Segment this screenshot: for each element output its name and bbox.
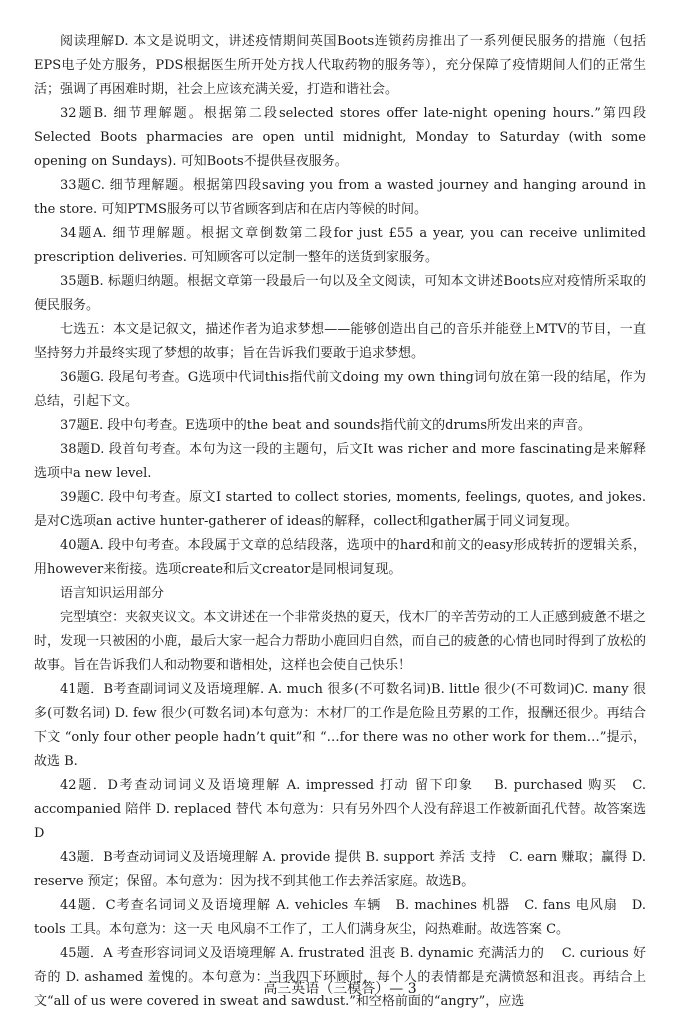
answer-38: 38题D. 段首句考查。本句为这一段的主题句，后文It was richer and more fascinating是来解释选项中a new level. [34,442,646,481]
answer-40: 40题A. 段中句考查。本段属于文章的总结段落，选项中的hard和前文的easy形成转折的逻辑关系，用however来衔接。选项create和后文creator是同根词复现。 [34,538,646,577]
page-footer: 高三英语（三模答）— 3 [263,981,417,997]
seven-choose-five-summary: 七选五：本文是记叙文，描述作者为追求梦想——能够创造出自己的音乐并能登上MTV的节目，一直坚持努力并最终实现了梦想的故事；旨在告诉我们要敢于追求梦想。 [34,322,646,361]
answer-41: 41题．B考查副词词义及语境理解. A. much 很多(不可数名词)B. little 很少(不可数词)C. many 很多(可数名词) D. few 很少(可数名词)本句意为：木材厂的工作是危险且劳累的工作，报酬还很少。再结合 下文 “only four other people hadn’t quit”和 “…for there was no other work for them…”提示，故选 B. [34,682,646,769]
answer-42: 42题．D考查动词词义及语境理解 A. impressed 打动 留下印象 B. purchased 购买 C. accompanied 陪伴 D. replaced 替代 本句意为：只有另外四个人没有辞退工作被新面孔代替。故答案选 D [34,778,646,841]
answer-33: 33题C. 细节理解题。根据第四段saving you from a wasted journey and hanging around in the store. 可知PTMS服务可以节省顾客到店和在店内等候的时间。 [34,178,646,217]
answer-34: 34题A. 细节理解题。根据文章倒数第二段for just £55 a year, you can receive unlimited prescription deliveries. 可知顾客可以定制一整年的送货到家服务。 [34,226,646,265]
answer-37: 37题E. 段中句考查。E选项中的the beat and sounds指代前文的drums所发出来的声音。 [60,418,592,433]
answer-35: 35题B. 标题归纳题。根据文章第一段最后一句以及全文阅读，可知本文讲述Boots应对疫情所采取的便民服务。 [34,274,646,313]
reading-d-summary: 阅读理解D. 本文是说明文，讲述疫情期间英国Boots连锁药房推出了一系列便民服务的措施（包括EPS电子处方服务，PDS根据医生所开处方找人代取药物的服务等），充分保障了疫情期间人们的正常生活；强调了再困难时期，社会上应该充满关爱，打造和谐社会。 [34,34,646,97]
answer-43: 43题．B考查动词词义及语境理解 A. provide 提供 B. support 养活 支持 C. earn 赚取；赢得 D. reserve 预定；保留。本句意为：因为找不到其他工作去养活家庭。故选B。 [34,850,646,889]
answer-45: 45题．A 考查形容词词义及语境理解 A. frustrated 沮丧 B. dynamic 充满活力的 C. curious 好奇的 D. ashamed 羞愧的。本句意为：当我四下环顾时，每个人的表情都是充满愤怒和沮丧。再结合上文“all of us were covered in sweat and sawdust.”和空格前面的“angry”，应选 [34,946,646,1009]
section-heading: 语言知识运用部分 [60,586,165,601]
answer-32: 32题B. 细节理解题。根据第二段selected stores offer late-night opening hours.”第四段Selected Boots pharmacies are open until midnight, Monday to Saturday (with some opening on Sundays). 可知Boots不提供昼夜服务。 [34,106,646,169]
answer-36: 36题G. 段尾句考查。G选项中代词this指代前文doing my own thing词句放在第一段的结尾，作为总结，引起下文。 [34,370,646,409]
answer-44: 44题．C考查名词词义及语境理解 A. vehicles 车辆 B. machines 机器 C. fans 电风扇 D. tools 工具。本句意为：这一天 电风扇不工作了，工人们满身灰尘，闷热难耐。故选答案 C。 [34,898,646,937]
answer-39: 39题C. 段中句考查。原文I started to collect stories, moments, feelings, quotes, and jokes. 是对C选项an active hunter-gatherer of ideas的解释，collect和gather属于同义词复现。 [34,490,646,529]
cloze-summary: 完型填空：夹叙夹议文。本文讲述在一个非常炎热的夏天，伐木厂的辛苦劳动的工人正感到疲惫不堪之时，发现一只被困的小鹿，最后大家一起合力帮助小鹿回归自然，而自己的疲惫的心情也同时得到了放松的故事。旨在告诉我们人和动物要和谐相处，这样也会使自己快乐！ [34,610,646,673]
